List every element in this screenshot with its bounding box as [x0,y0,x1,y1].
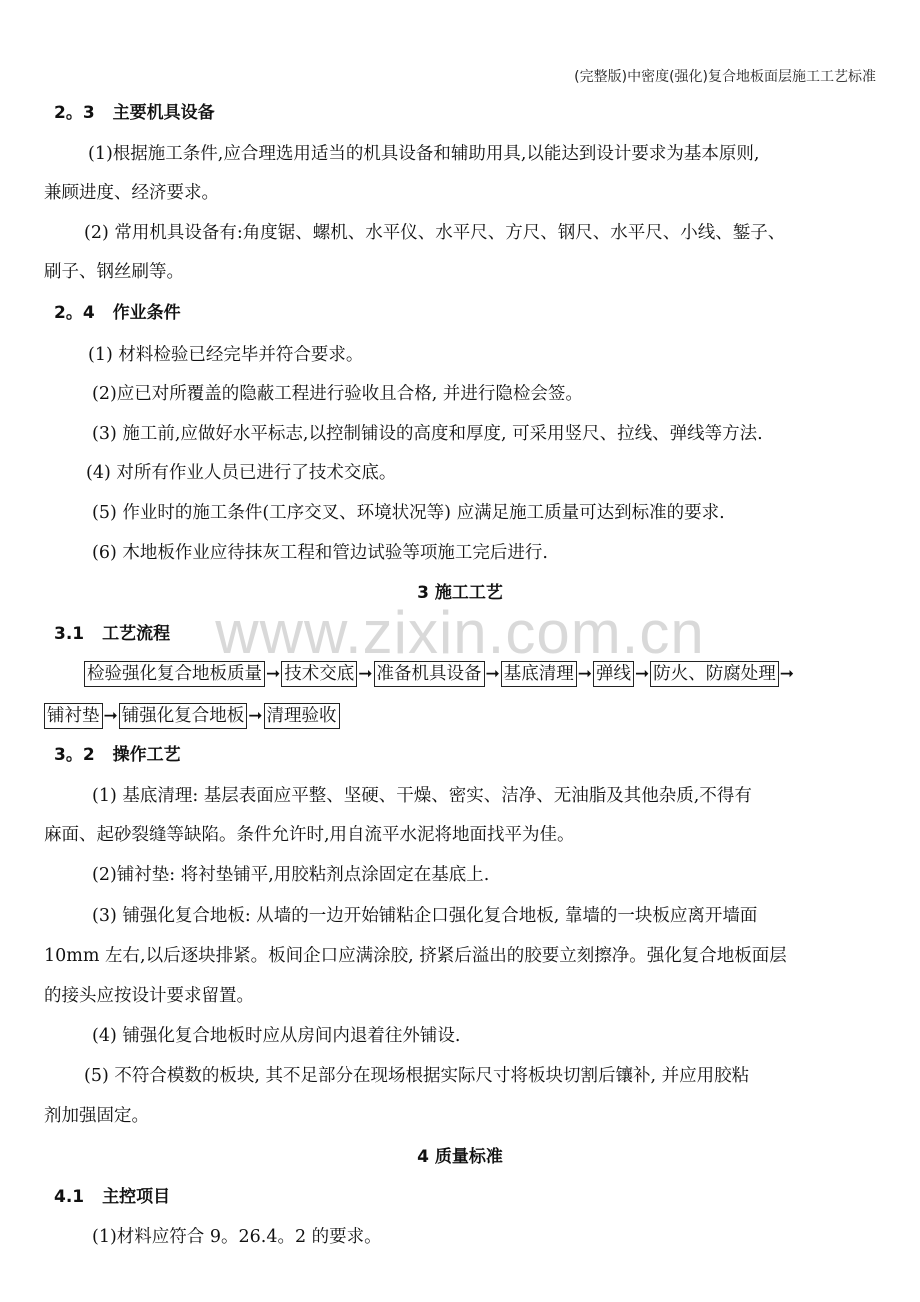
arrow-right-icon: ➞ [635,664,650,684]
section-title: 操作工艺 [112,745,181,765]
arrow-right-icon: ➞ [577,664,592,684]
paragraph-line: (1)根据施工条件,应合理选用适当的机具设备和辅助用具,以能达到设计要求为基本原则, [88,144,760,164]
flow-step: 铺强化复合地板 [119,703,248,729]
flow-step: 铺衬垫 [44,703,103,729]
flow-step: 防火、防腐处理 [650,661,779,687]
list-item: (4) 对所有作业人员已进行了技术交底。 [86,463,397,483]
paragraph-line: 麻面、起砂裂缝等缺陷。条件允许时,用自流平水泥将地面找平为佳。 [44,825,575,845]
section-title: 工艺流程 [102,624,171,644]
section-number: 3。2 [54,745,95,765]
watermark: www.zixin.com.cn [215,599,705,666]
paragraph-line: 剂加强固定。 [44,1106,149,1126]
paragraph-line: (1) 基底清理: 基层表面应平整、坚硬、干燥、密实、洁净、无油脂及其他杂质,不得有 [92,786,752,806]
arrow-right-icon: ➞ [103,706,118,726]
paragraph-line: 兼顾进度、经济要求。 [44,183,219,203]
flow-step: 检验强化复合地板质量 [84,661,265,687]
section-heading-2-4 [54,301,181,325]
chapter-heading-3: 3 施工工艺 [417,583,503,603]
section-number: 4.1 [54,1187,85,1207]
paragraph-line: (4) 铺强化复合地板时应从房间内退着往外铺设. [92,1026,461,1046]
section-title: 作业条件 [112,303,181,323]
section-title: 主控项目 [102,1187,171,1207]
list-item: (5) 作业时的施工条件(工序交叉、环境状况等) 应满足施工质量可达到标准的要求. [92,503,725,523]
paragraph-line: (1)材料应符合 9。26.4。2 的要求。 [92,1227,382,1247]
flow-step: 弹线 [593,661,634,687]
flow-step: 准备机具设备 [374,661,485,687]
section-title: 主要机具设备 [112,103,215,123]
flow-row-2 [44,703,340,729]
section-number: 2。4 [54,303,95,323]
paragraph-line: 10mm 左右,以后逐块排紧。板间企口应满涂胶, 挤紧后溢出的胶要立刻擦净。强化复合地板面层 [44,946,787,966]
arrow-right-icon: ➞ [266,664,281,684]
section-heading-4-1 [54,1185,170,1209]
arrow-right-icon: ➞ [485,664,500,684]
flow-step: 技术交底 [281,661,357,687]
arrow-right-icon: ➞ [358,664,373,684]
section-heading-3-1 [54,622,170,646]
paragraph-line: (3) 铺强化复合地板: 从墙的一边开始铺粘企口强化复合地板, 靠墙的一块板应离开墙面 [92,906,758,926]
flow-step: 基底清理 [501,661,577,687]
page-header: (完整版)中密度(强化)复合地板面层施工工艺标准 [574,69,876,85]
paragraph-line: 刷子、钢丝刷等。 [44,262,184,282]
chapter-heading-4: 4 质量标准 [417,1147,503,1167]
section-number: 2。3 [54,103,95,123]
section-heading-3-2 [54,743,181,767]
arrow-right-icon: ➞ [779,664,794,684]
paragraph-line: 的接头应按设计要求留置。 [44,986,254,1006]
section-number: 3.1 [54,624,85,644]
flow-row-1 [84,661,795,687]
paragraph-line: (2) 常用机具设备有:角度锯、螺机、水平仪、水平尺、方尺、钢尺、水平尺、小线、錾子、 [84,223,786,243]
list-item: (6) 木地板作业应待抹灰工程和管边试验等项施工完后进行. [92,543,548,563]
list-item: (2)应已对所覆盖的隐蔽工程进行验收且合格, 并进行隐检会签。 [92,384,583,404]
list-item: (1) 材料检验已经完毕并符合要求。 [88,345,364,365]
section-heading-2-3 [54,101,215,125]
list-item: (3) 施工前,应做好水平标志,以控制铺设的高度和厚度, 可采用竖尺、拉线、弹线等方法. [92,424,763,444]
paragraph-line: (5) 不符合模数的板块, 其不足部分在现场根据实际尺寸将板块切割后镶补, 并应用胶粘 [84,1066,750,1086]
flow-step: 清理验收 [264,703,340,729]
paragraph-line: (2)铺衬垫: 将衬垫铺平,用胶粘剂点涂固定在基底上. [92,865,490,885]
arrow-right-icon: ➞ [248,706,263,726]
